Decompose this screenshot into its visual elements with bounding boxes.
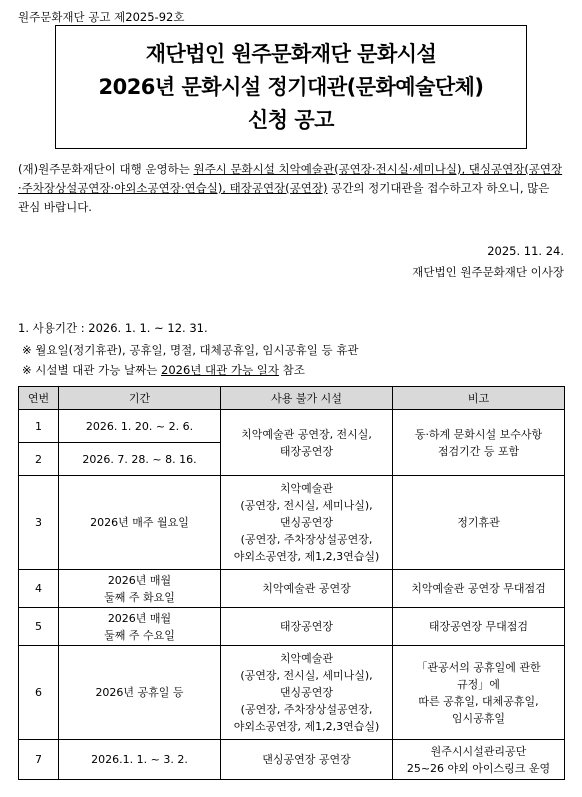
row-facility: 태장공연장	[221, 608, 393, 646]
row-no: 1	[19, 410, 59, 443]
section-1-note-1: ※ 월요일(정기휴관), 공휴일, 명절, 대체공휴일, 임시공휴일 등 휴관	[22, 343, 359, 357]
row-no: 3	[19, 476, 59, 570]
table-row	[19, 570, 565, 608]
note-2-pre: ※ 시설별 대관 가능 날짜는	[22, 363, 162, 377]
row-facility: 치악예술관 (공연장, 전시실, 세미나실), 댄싱공연장 (공연장, 주차장상설공연장, 야외소공연장, 제1,2,3연습실)	[221, 476, 393, 570]
intro-facilities: 원주시 문화시설 치악예술관(공연장·전시실·세미나실), 댄싱공연장(공연장·주차장상설공연장·야외소공연장·연습실), 태장공연장(공연장)	[18, 162, 563, 195]
row-period: 2026년 공휴일 등	[59, 646, 221, 740]
row-period: 2026. 1. 20. ~ 2. 6.	[59, 410, 221, 443]
row-facility: 치악예술관 공연장	[221, 570, 393, 608]
row-facility: 치악예술관 공연장, 전시실, 태장공연장	[221, 410, 393, 476]
header-period: 기간	[59, 387, 221, 410]
note-2-link: 2026년 대관 가능 일자	[161, 363, 280, 377]
row-no: 6	[19, 646, 59, 740]
intro-part-1: (재)원주문화재단이 대행 운영하는	[18, 162, 194, 176]
table-row	[19, 476, 565, 570]
row-remark: 「관공서의 공휴일에 관한 규정」에 따른 공휴일, 대체공휴일, 임시공휴일	[393, 646, 565, 740]
row-period: 2026년 매월 둘째 주 수요일	[59, 608, 221, 646]
title-line-3: 신청 공고	[248, 107, 334, 132]
note-2-post: 참조	[279, 363, 305, 377]
row-no: 7	[19, 740, 59, 780]
title-line-2: 2026년 문화시설 정기대관(문화예술단체)	[98, 74, 484, 99]
section-1-note-2	[22, 362, 305, 378]
row-period: 2026년 매월 둘째 주 화요일	[59, 570, 221, 608]
row-facility: 치악예술관 (공연장, 전시실, 세미나실), 댄싱공연장 (공연장, 주차장상설공연장, 야외소공연장, 제1,2,3연습실)	[221, 646, 393, 740]
row-remark: 태장공연장 무대점검	[393, 608, 565, 646]
row-facility: 댄싱공연장 공연장	[221, 740, 393, 780]
table-row	[19, 740, 565, 780]
row-no: 4	[19, 570, 59, 608]
row-period: 2026년 매주 월요일	[59, 476, 221, 570]
closure-table	[18, 386, 565, 780]
row-remark: 동·하계 문화시설 보수사항 점검기간 등 포함	[393, 410, 565, 476]
title-box	[55, 25, 527, 149]
row-no: 5	[19, 608, 59, 646]
header-facility: 사용 불가 시설	[221, 387, 393, 410]
intro-part-3: 공간의 정기대관을 접수하고자 하오니, 많은 관심 바랍니다.	[18, 181, 550, 214]
notice-date: 2025. 11. 24.	[487, 244, 564, 258]
row-period: 2026.1. 1. ~ 3. 2.	[59, 740, 221, 780]
row-remark: 치악예술관 공연장 무대점검	[393, 570, 565, 608]
notice-number: 원주문화재단 공고 제2025-92호	[18, 10, 185, 24]
table-row	[19, 410, 565, 443]
table-row	[19, 646, 565, 740]
header-remark: 비고	[393, 387, 565, 410]
row-remark: 정기휴관	[393, 476, 565, 570]
header-no: 연번	[19, 387, 59, 410]
section-1-heading: 1. 사용기간 : 2026. 1. 1. ~ 12. 31.	[18, 321, 208, 335]
title-line-1: 재단법인 원주문화재단 문화시설	[145, 41, 437, 66]
table-header-row	[19, 387, 565, 410]
row-no: 2	[19, 443, 59, 476]
row-period: 2026. 7. 28. ~ 8. 16.	[59, 443, 221, 476]
table-row	[19, 608, 565, 646]
intro-paragraph	[18, 160, 564, 217]
row-remark: 원주시시설관리공단 25~26 야외 아이스링크 운영	[393, 740, 565, 780]
issuer: 재단법인 원주문화재단 이사장	[412, 265, 564, 279]
